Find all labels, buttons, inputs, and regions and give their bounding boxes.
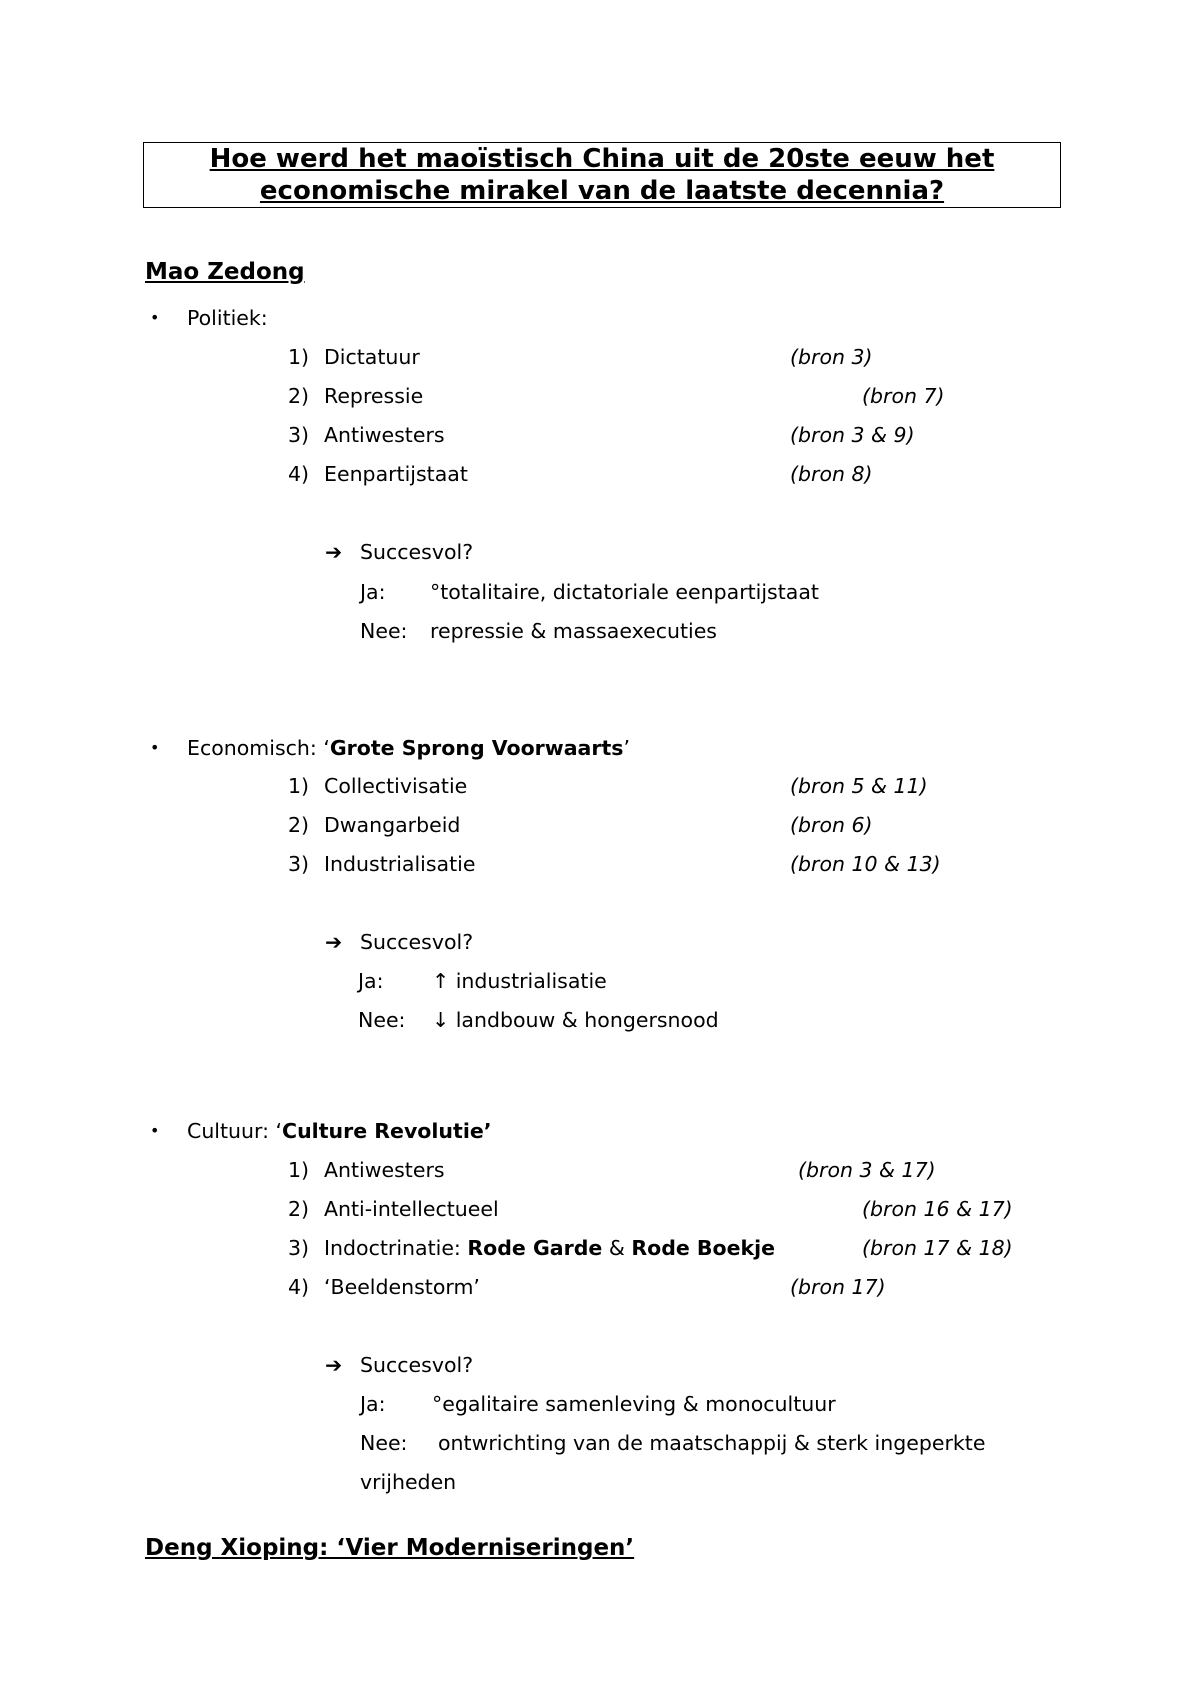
list-number: 2) bbox=[288, 1197, 310, 1221]
title-box bbox=[143, 142, 1061, 208]
bullet-economy: • bbox=[150, 738, 160, 757]
source-ref: (bron 6) bbox=[790, 813, 873, 837]
source-ref: (bron 3) bbox=[790, 345, 873, 369]
section-heading-mao: Mao Zedong bbox=[145, 259, 305, 285]
list-item: Antiwesters bbox=[324, 423, 445, 447]
list-number: 1) bbox=[288, 1158, 310, 1182]
yes-label: Ja: bbox=[360, 580, 386, 604]
yes-label: Ja: bbox=[360, 1392, 386, 1416]
list-number: 2) bbox=[288, 384, 310, 408]
success-question: Succesvol? bbox=[360, 1353, 474, 1377]
list-item: ‘Beeldenstorm’ bbox=[324, 1275, 480, 1299]
source-ref: (bron 17 & 18) bbox=[862, 1236, 1013, 1260]
list-item: Indoctrinatie: Rode Garde & Rode Boekje bbox=[324, 1236, 776, 1260]
source-ref: (bron 8) bbox=[790, 462, 873, 486]
no-label: Nee: bbox=[360, 1431, 408, 1455]
success-question: Succesvol? bbox=[360, 540, 474, 564]
list-number: 3) bbox=[288, 1236, 310, 1260]
list-number: 1) bbox=[288, 774, 310, 798]
list-item: Dictatuur bbox=[324, 345, 420, 369]
no-text-continued: vrijheden bbox=[360, 1470, 457, 1494]
list-number: 1) bbox=[288, 345, 310, 369]
list-number: 3) bbox=[288, 852, 310, 876]
list-item: Repressie bbox=[324, 384, 424, 408]
list-number: 3) bbox=[288, 423, 310, 447]
arrow-icon: ➔ bbox=[325, 540, 343, 564]
arrow-icon: ➔ bbox=[325, 930, 343, 954]
list-item: Antiwesters bbox=[324, 1158, 445, 1182]
list-item: Industrialisatie bbox=[324, 852, 476, 876]
success-question: Succesvol? bbox=[360, 930, 474, 954]
title-line-2: economische mirakel van de laatste decennia? bbox=[259, 176, 945, 206]
yes-text: ↑ industrialisatie bbox=[432, 969, 607, 993]
list-number: 4) bbox=[288, 1275, 310, 1299]
arrow-icon: ➔ bbox=[325, 1353, 343, 1377]
source-ref: (bron 3 & 17) bbox=[798, 1158, 936, 1182]
list-number: 4) bbox=[288, 462, 310, 486]
bullet-culture: • bbox=[150, 1121, 160, 1140]
source-ref: (bron 5 & 11) bbox=[790, 774, 928, 798]
yes-text: °egalitaire samenleving & monocultuur bbox=[432, 1392, 836, 1416]
yes-text: °totalitaire, dictatoriale eenpartijstaat bbox=[430, 580, 819, 604]
source-ref: (bron 7) bbox=[862, 384, 945, 408]
list-item: Anti-intellectueel bbox=[324, 1197, 499, 1221]
yes-label: Ja: bbox=[358, 969, 384, 993]
politics-label: Politiek: bbox=[187, 306, 268, 330]
no-label: Nee: bbox=[358, 1008, 406, 1032]
source-ref: (bron 16 & 17) bbox=[862, 1197, 1013, 1221]
no-text: repressie & massaexecuties bbox=[430, 619, 717, 643]
no-text: ↓ landbouw & hongersnood bbox=[432, 1008, 719, 1032]
source-ref: (bron 3 & 9) bbox=[790, 423, 915, 447]
source-ref: (bron 10 & 13) bbox=[790, 852, 941, 876]
source-ref: (bron 17) bbox=[790, 1275, 886, 1299]
list-number: 2) bbox=[288, 813, 310, 837]
culture-label: Cultuur: ‘Culture Revolutie’ bbox=[187, 1119, 492, 1143]
list-item: Eenpartijstaat bbox=[324, 462, 468, 486]
title-line-1: Hoe werd het maoïstisch China uit de 20ste eeuw het bbox=[209, 144, 995, 174]
economy-label: Economisch: ‘Grote Sprong Voorwaarts’ bbox=[187, 736, 631, 760]
no-label: Nee: bbox=[360, 619, 408, 643]
bullet-politics: • bbox=[150, 308, 160, 327]
no-text: ontwrichting van de maatschappij & sterk ingeperkte bbox=[438, 1431, 986, 1455]
list-item: Collectivisatie bbox=[324, 774, 468, 798]
section-heading-deng: Deng Xioping: ‘Vier Moderniseringen’ bbox=[145, 1535, 635, 1561]
list-item: Dwangarbeid bbox=[324, 813, 461, 837]
